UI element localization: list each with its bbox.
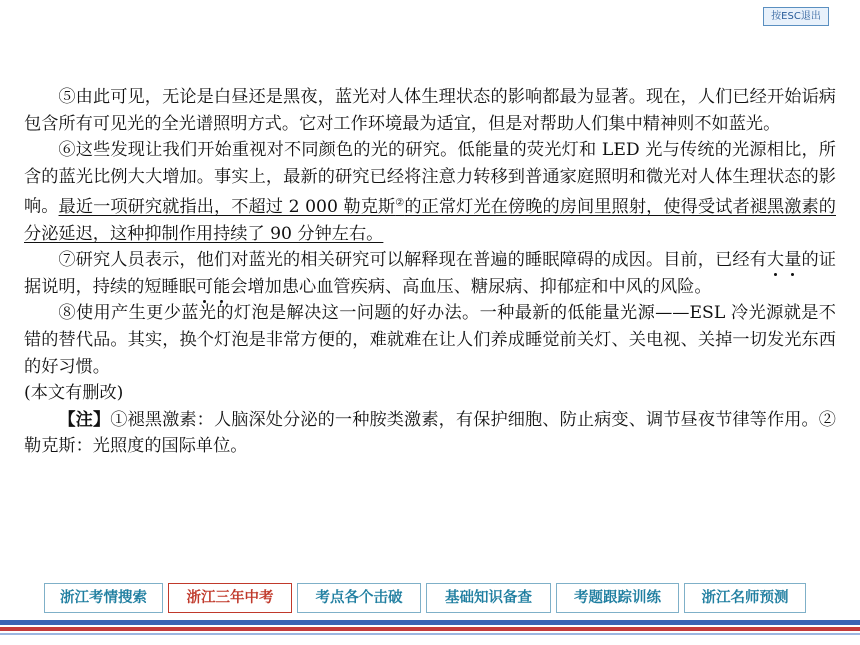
nav-button-key-points[interactable]: 考点各个击破 [297, 583, 421, 613]
nav-button-three-years[interactable]: 浙江三年中考 [168, 583, 292, 613]
underlined-text-part1: 最近一项研究就指出，不超过 2 000 勒克斯 [58, 197, 396, 218]
underlined-text-part2: 的正常灯光在傍晚的房间里照射，使得受试者褪黑激素的分泌延迟，这种抑制作用持续了 90 分钟左右。 [24, 197, 836, 244]
source-credit: (本文有删改) [24, 383, 124, 404]
footer-bar-red [0, 627, 860, 631]
paragraph-8: ⑧使用产生更少蓝光的灯泡是解决这一问题的好办法。一种最新的低能量光源——ESL 冷光源就是不错的替代品。其实，换个灯泡是非常方便的，难就难在让人们养成睡觉前关灯、关电视、关掉一切发光东西的好习惯。 [24, 303, 836, 377]
paragraph-7-text-b: 的证据说明，持续的短睡眠 [24, 250, 836, 297]
footer-bar-blue [0, 620, 860, 625]
emphasis-char: 量 [784, 250, 802, 271]
paragraph-7-text-c: 会增加患心血管疾病、高血压、糖尿病、抑郁症和中风的风险。 [230, 276, 712, 297]
exit-button[interactable]: 按ESC退出 [763, 7, 829, 26]
footnote-marker-2: ② [395, 197, 405, 209]
nav-button-practice[interactable]: 考题跟踪训练 [556, 583, 679, 613]
nav-button-search[interactable]: 浙江考情搜索 [44, 583, 163, 613]
underlined-sentence [24, 197, 836, 244]
footnote-text: ①褪黑激素：人脑深处分泌的一种胺类激素，有保护细胞、防止病变、调节昼夜节律等作用。②勒克斯：光照度的国际单位。 [24, 409, 836, 457]
article-body [24, 84, 836, 460]
paragraph-7 [24, 247, 836, 300]
footer-bar-light [0, 633, 860, 635]
emphasis-char: 大 [766, 250, 785, 271]
footnote-label: 【注】 [58, 409, 111, 430]
emphasis-char: 能 [213, 276, 231, 297]
paragraph-5: ⑤由此可见，无论是白昼还是黑夜，蓝光对人体生理状态的影响都最为显著。现在，人们已经开始诟病包含所有可见光的全光谱照明方式。它对工作环境最为适宜，但是对帮助人们集中精神则不如蓝光。 [24, 87, 836, 134]
footnote [24, 407, 836, 460]
emphasis-char: 可 [195, 276, 214, 297]
paragraph-6-text: ⑥这些发现让我们开始重视对不同颜色的光的研究。低能量的荧光灯和 LED 光与传统的光源相比，所含的蓝光比例大大增加。事实上，最新的研究已经将注意力转移到普通家庭照明和微光对人体生理状态的影响。 [24, 140, 836, 218]
nav-button-prediction[interactable]: 浙江名师预测 [684, 583, 806, 613]
nav-button-basics[interactable]: 基础知识备查 [426, 583, 551, 613]
paragraph-7-text-a: ⑦研究人员表示，他们对蓝光的相关研究可以解释现在普遍的睡眠障碍的成因。目前，已经有 [58, 250, 767, 271]
paragraph-6 [24, 137, 836, 247]
